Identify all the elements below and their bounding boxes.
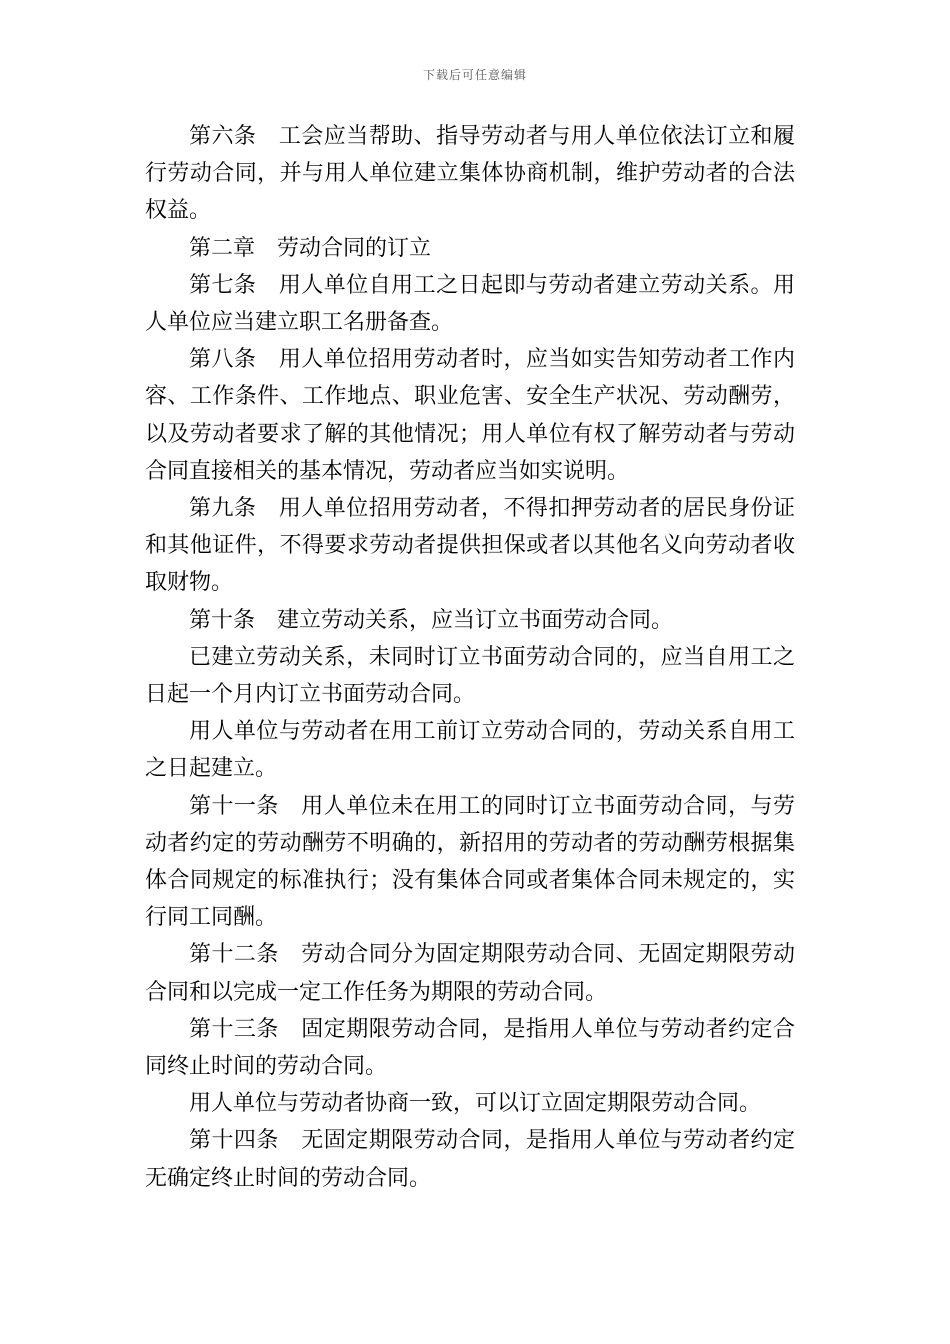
article-10-clause-3-paragraph: 用人单位与劳动者在用工前订立劳动合同的，劳动关系自用工之日起建立。 [145, 719, 795, 782]
article-10-paragraph: 第十条 建立劳动关系，应当订立书面劳动合同。 [189, 607, 674, 633]
article-6-paragraph: 第六条 工会应当帮助、指导劳动者与用人单位依法订立和履行劳动合同，并与用人单位建立集体协商机制，维护劳动者的合法权益。 [145, 124, 795, 224]
chapter-2-heading: 第二章 劳动合同的订立 [189, 235, 432, 261]
article-9-paragraph: 第九条 用人单位招用劳动者，不得扣押劳动者的居民身份证和其他证件，不得要求劳动者提供担保或者以其他名义向劳动者收取财物。 [145, 496, 795, 596]
article-13-clause-2-paragraph: 用人单位与劳动者协商一致，可以订立固定期限劳动合同。 [189, 1091, 762, 1117]
article-14-paragraph: 第十四条 无固定期限劳动合同，是指用人单位与劳动者约定无确定终止时间的劳动合同。 [145, 1128, 795, 1191]
article-11-paragraph: 第十一条 用人单位未在用工的同时订立书面劳动合同，与劳动者约定的劳动酬劳不明确的，新招用的劳动者的劳动酬劳根据集体合同规定的标准执行；没有集体合同或者集体合同未规定的，实行同工同酬。 [145, 793, 795, 931]
article-10-clause-2-paragraph: 已建立劳动关系，未同时订立书面劳动合同的，应当自用工之日起一个月内订立书面劳动合同。 [145, 644, 795, 708]
article-8-paragraph: 第八条 用人单位招用劳动者时，应当如实告知劳动者工作内容、工作条件、工作地点、职业危害、安全生产状况、劳动酬劳，以及劳动者要求了解的其他情况；用人单位有权了解劳动者与劳动合同直接相关的基本情况，劳动者应当如实说明。 [145, 347, 795, 484]
page-header-note: 下载后可任意编辑 [422, 68, 527, 82]
document-body [145, 118, 795, 1197]
article-13-paragraph: 第十三条 固定期限劳动合同，是指用人单位与劳动者约定合同终止时间的劳动合同。 [145, 1016, 795, 1080]
article-7-paragraph: 第七条 用人单位自用工之日起即与劳动者建立劳动关系。用人单位应当建立职工名册备查。 [145, 272, 795, 336]
article-12-paragraph: 第十二条 劳动合同分为固定期限劳动合同、无固定期限劳动合同和以完成一定工作任务为期限的劳动合同。 [145, 942, 795, 1005]
